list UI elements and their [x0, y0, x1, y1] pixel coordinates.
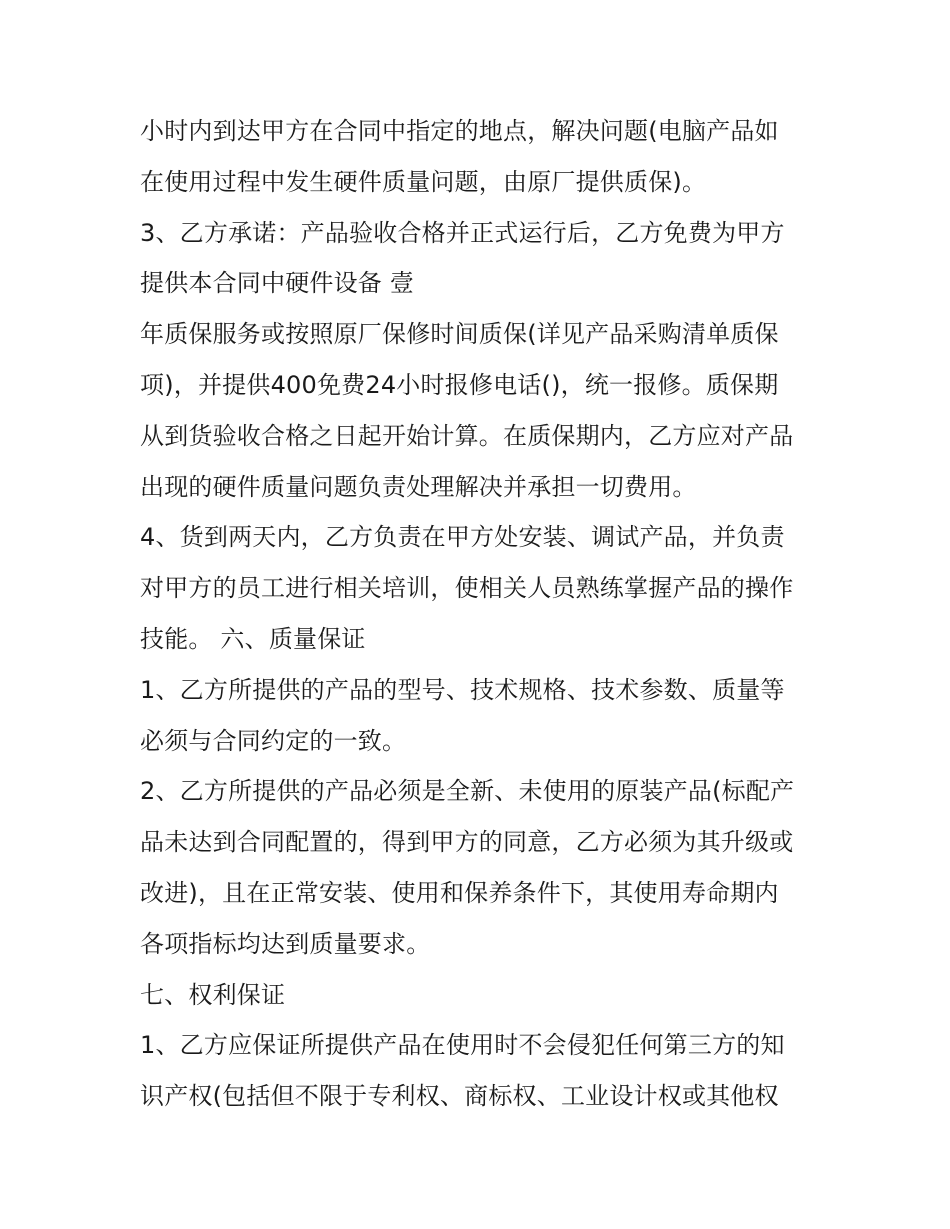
text-line: 1、乙方所提供的产品的型号、技术规格、技术参数、质量等 [140, 675, 785, 704]
text-line: 对甲方的员工进行相关培训，使相关人员熟练掌握产品的操作 [140, 574, 794, 603]
text-line: 品未达到合同配置的，得到甲方的同意，乙方必须为其升级或 [140, 828, 794, 857]
text-line: 在使用过程中发生硬件质量问题，由原厂提供质保)。 [140, 167, 707, 196]
text-line: 项)，并提供400免费24小时报修电话()，统一报修。质保期 [140, 370, 779, 399]
text-line: 改进)，且在正常安装、使用和保养条件下，其使用寿命期内 [140, 878, 779, 907]
text-line: 识产权(包括但不限于专利权、商标权、工业设计权或其他权 [140, 1082, 779, 1111]
text-line: 技能。 六、质量保证 [140, 624, 366, 653]
text-line: 2、乙方所提供的产品必须是全新、未使用的原装产品(标配产 [140, 777, 795, 806]
text-line: 从到货验收合格之日起开始计算。在质保期内，乙方应对产品 [140, 421, 794, 450]
text-line: 4、货到两天内，乙方负责在甲方处安装、调试产品，并负责 [140, 523, 785, 552]
text-line: 年质保服务或按照原厂保修时间质保(详见产品采购清单质保 [140, 320, 779, 349]
text-line: 1、乙方应保证所提供产品在使用时不会侵犯任何第三方的知 [140, 1031, 785, 1060]
text-line: 3、乙方承诺：产品验收合格并正式运行后，乙方免费为甲方 [140, 218, 785, 247]
document-body [140, 106, 820, 1122]
text-line: 提供本合同中硬件设备 壹 [140, 269, 415, 298]
section-heading: 七、权利保证 [140, 980, 286, 1009]
text-line: 各项指标均达到质量要求。 [140, 929, 431, 958]
text-line: 必须与合同约定的一致。 [140, 726, 407, 755]
text-line: 出现的硬件质量问题负责处理解决并承担一切费用。 [140, 472, 697, 501]
text-line: 小时内到达甲方在合同中指定的地点，解决问题(电脑产品如 [140, 117, 779, 145]
